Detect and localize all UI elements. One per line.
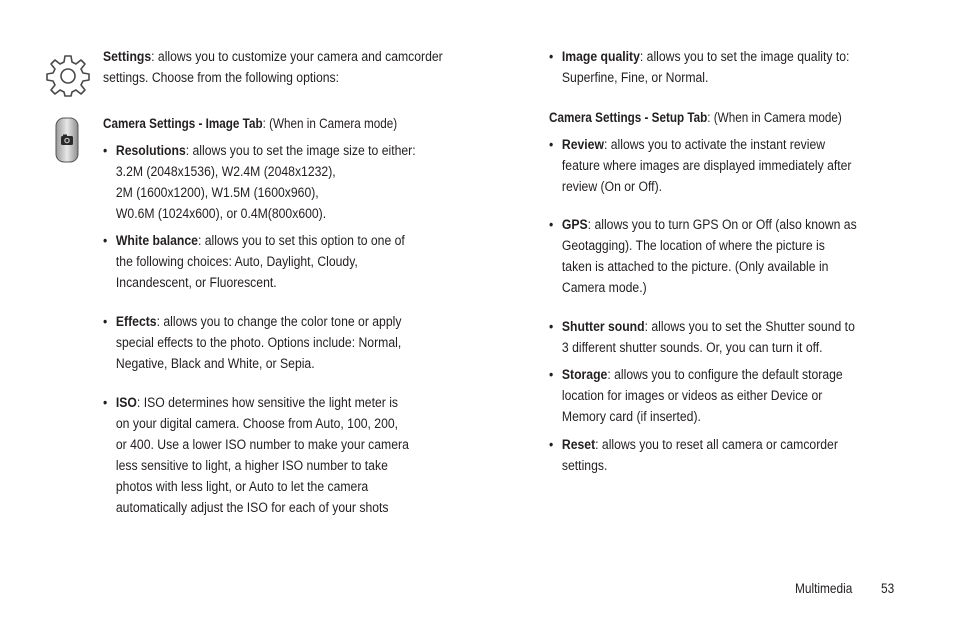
bullet-line: or 400. Use a lower ISO number to make your camera [115,437,409,453]
list-item-resolutions [103,141,464,225]
bullet-line: settings. [561,458,608,474]
bullet-line: : allows you to set this option to one of [197,233,405,249]
bullet-term: Review [561,137,604,153]
bullet-dot: • [103,143,108,159]
bullet-line: 3.2M (2048x1536), W2.4M (2048x1232), [115,164,336,180]
bullet-dot: • [549,367,554,383]
image-tab-heading [103,113,464,134]
bullet-line: feature where images are displayed immediately after [561,158,852,174]
bullet-line: less sensitive to light, a higher ISO number to take [115,458,388,474]
bullet-term: Shutter sound [561,319,645,335]
list-item-review [549,135,910,198]
list-item-storage [549,365,910,428]
list-item-gps [549,215,910,299]
gear-icon [46,53,90,97]
bullet-dot: • [549,49,554,65]
bullet-line: the following choices: Auto, Daylight, Cloudy, [115,254,358,270]
bullet-term: ISO [115,395,137,411]
setup-tab-text: : (When in Camera mode) [707,110,842,125]
bullet-line: : allows you to change the color tone or apply [156,314,402,330]
settings-text: : allows you to customize your camera and camcorder settings. Choose from the following options: [103,49,443,86]
bullet-term: Image quality [561,49,640,65]
bullet-line: automatically adjust the ISO for each of your shots [115,500,389,516]
bullet-line: : allows you to turn GPS On or Off (also known as [587,217,857,233]
bullet-dot: • [103,314,108,330]
bullet-line: photos with less light, or Auto to let the camera [115,479,369,495]
bullet-term: Reset [561,437,596,453]
bullet-term: Resolutions [115,143,186,159]
bullet-dot: • [103,395,108,411]
bullet-term: White balance [115,233,198,249]
bullet-dot: • [549,137,554,153]
bullet-line: Geotagging). The location of where the picture is [561,238,825,254]
bullet-line: W0.6M (1024x600), or 0.4M(800x600). [115,206,327,222]
bullet-line: 3 different shutter sounds. Or, you can turn it off. [561,340,823,356]
list-item-effects [103,312,464,375]
bullet-line: : allows you to set the image size to either: [185,143,416,159]
page-number: 53 [881,581,895,596]
list-item-reset [549,435,910,477]
bullet-term: Storage [561,367,608,383]
bullet-term: Effects [115,314,157,330]
bullet-line: Incandescent, or Fluorescent. [115,275,277,291]
camera-button-icon [55,117,79,163]
bullet-line: : allows you to set the Shutter sound to [644,319,855,335]
bullet-line: 2M (1600x1200), W1.5M (1600x960), [115,185,319,201]
image-tab-text: : (When in Camera mode) [262,116,398,131]
bullet-dot: • [549,217,554,233]
image-tab-title: Camera Settings - Image Tab [103,116,263,131]
list-item-shutter-sound [549,317,910,359]
bullet-line: review (On or Off). [561,179,663,195]
list-item-image-quality [549,47,910,89]
bullet-dot: • [103,233,108,249]
bullet-line: : ISO determines how sensitive the light meter is [136,395,399,411]
list-item-white-balance [103,231,464,294]
bullet-dot: • [549,319,554,335]
bullet-line: : allows you to reset all camera or camcorder [595,437,838,453]
setup-tab-title: Camera Settings - Setup Tab [549,110,708,125]
bullet-line: location for images or videos as either Device or [561,388,823,404]
settings-term: Settings [103,49,152,65]
bullet-line: Camera mode.) [561,280,647,296]
setup-tab-heading [549,107,910,128]
bullet-line: Memory card (if inserted). [561,409,701,425]
bullet-line: : allows you to activate the instant review [603,137,826,153]
bullet-line: : allows you to set the image quality to: [639,49,850,65]
bullet-line: Superfine, Fine, or Normal. [561,70,709,86]
list-item-iso [103,393,464,519]
bullet-line: Negative, Black and White, or Sepia. [115,356,315,372]
bullet-line: : allows you to configure the default storage [607,367,843,383]
footer-section: Multimedia [795,581,853,596]
bullet-term: GPS [561,217,588,233]
bullet-line: taken is attached to the picture. (Only available in [561,259,829,275]
settings-paragraph [103,47,456,89]
bullet-line: special effects to the photo. Options include: Normal, [115,335,402,351]
bullet-dot: • [549,437,554,453]
bullet-line: on your digital camera. Choose from Auto, 100, 200, [115,416,399,432]
